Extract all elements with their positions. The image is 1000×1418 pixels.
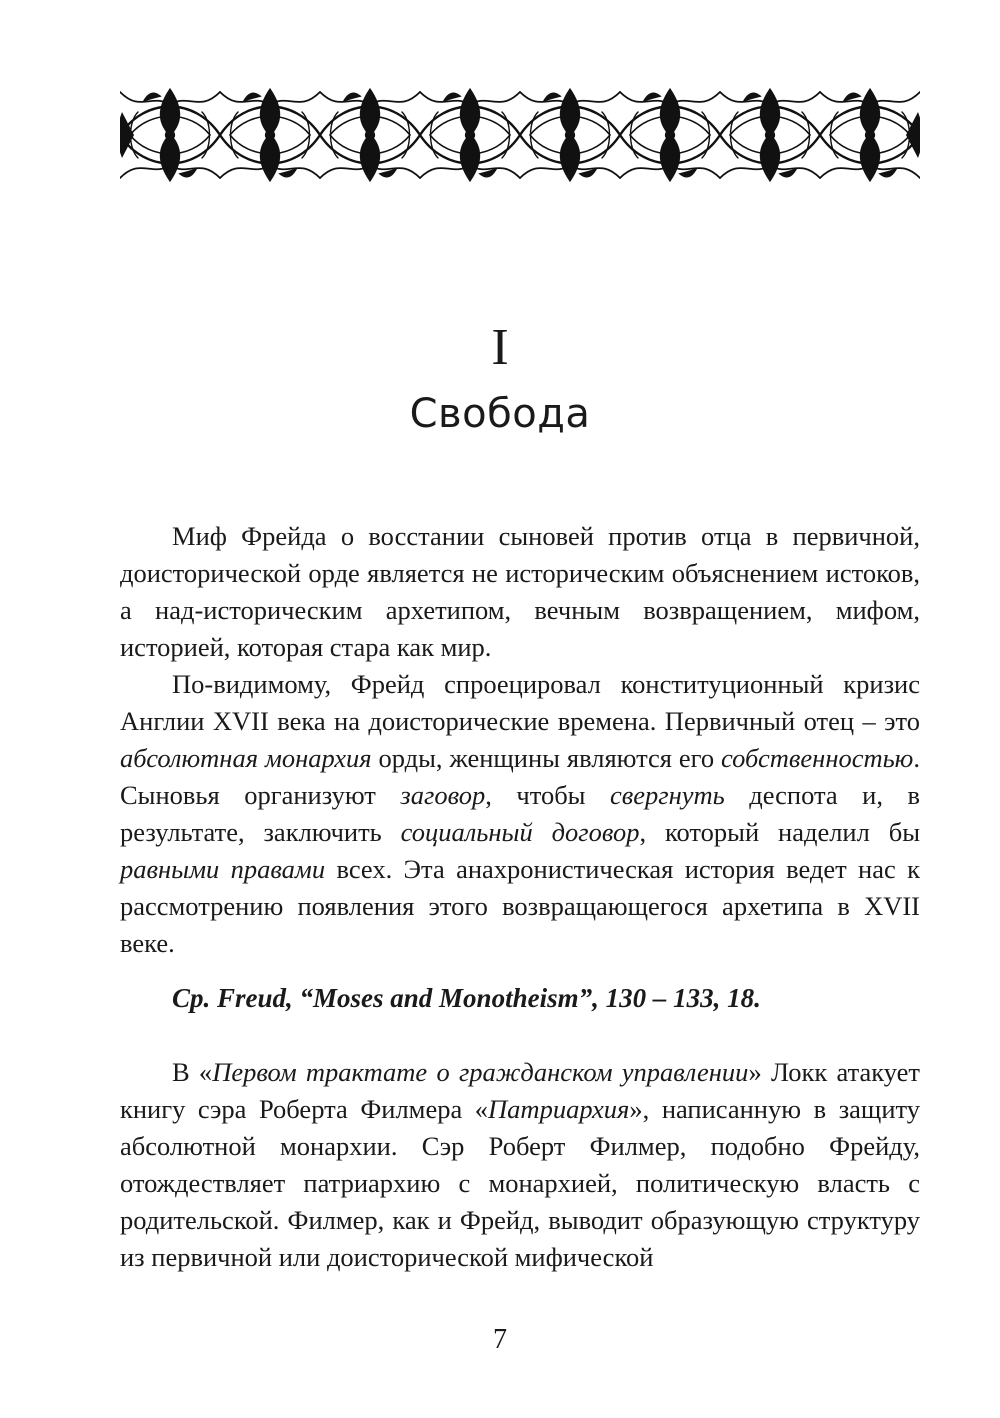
text-segment: В « bbox=[172, 1057, 213, 1087]
paragraph-1 bbox=[120, 518, 920, 666]
decorative-ornament-border bbox=[120, 82, 920, 188]
chapter-title: Свобода bbox=[409, 391, 591, 437]
text-segment: » Локк атакует книгу сэра Роберта Филмера « bbox=[120, 1057, 920, 1124]
text-segment: деспота и, в результате, заключить bbox=[120, 780, 920, 847]
text-segment: », написанную в защиту абсолютной монархии. Сэр Роберт Филмер, подобно Фрейду, отождествляет патриархию с монархией, политическую власть с родительской. Филмер, как и Фрейд, выводит образующую структуру из первичной или доисторической мифической bbox=[120, 1094, 920, 1272]
text-segment: , чтобы bbox=[485, 780, 610, 810]
text-segment: По-видимому, Фрейд спроецировал конституционный кризис Англии XVII века на доисторические времена. Первичный отец – это bbox=[120, 669, 920, 736]
text-segment: , который наделил бы bbox=[639, 817, 920, 847]
reference-note: Cp. Freud, “Moses and Monotheism”, 130 – 133, 18. bbox=[172, 983, 761, 1013]
paragraph-text bbox=[120, 666, 920, 962]
italic-term: собственностью bbox=[721, 743, 914, 773]
chapter-number: I bbox=[491, 319, 509, 376]
italic-term: социальный договор bbox=[400, 817, 640, 847]
italic-term: свергнуть bbox=[610, 780, 725, 810]
paragraph-2 bbox=[120, 666, 920, 962]
ornament-pattern bbox=[120, 90, 920, 180]
italic-term: Патриархия bbox=[488, 1094, 630, 1124]
text-segment: орды, женщины являются его bbox=[371, 743, 722, 773]
paragraph-text bbox=[120, 1054, 920, 1276]
text-segment: Миф Фрейда о восстании сыновей против отца в первичной, доисторической орде является не историческим объяснением истоков, а над-историческим архетипом, вечным возвращением, мифом, историей, которая стара как мир. bbox=[120, 521, 920, 662]
italic-term: заговор bbox=[400, 780, 486, 810]
text-segment: . Сыновья организуют bbox=[120, 743, 920, 810]
page-number: 7 bbox=[493, 1324, 507, 1355]
paragraph-text bbox=[120, 518, 920, 666]
text-segment: всех. Эта анахронистическая история ведет нас к рассмотрению появления этого возвращающегося архетипа в XVII веке. bbox=[120, 854, 920, 958]
italic-term: равными правами bbox=[120, 854, 326, 884]
paragraph-3 bbox=[120, 1054, 920, 1276]
italic-term: Первом трактате о гражданском управлении bbox=[212, 1057, 749, 1087]
italic-term: абсолютная монархия bbox=[120, 743, 372, 773]
